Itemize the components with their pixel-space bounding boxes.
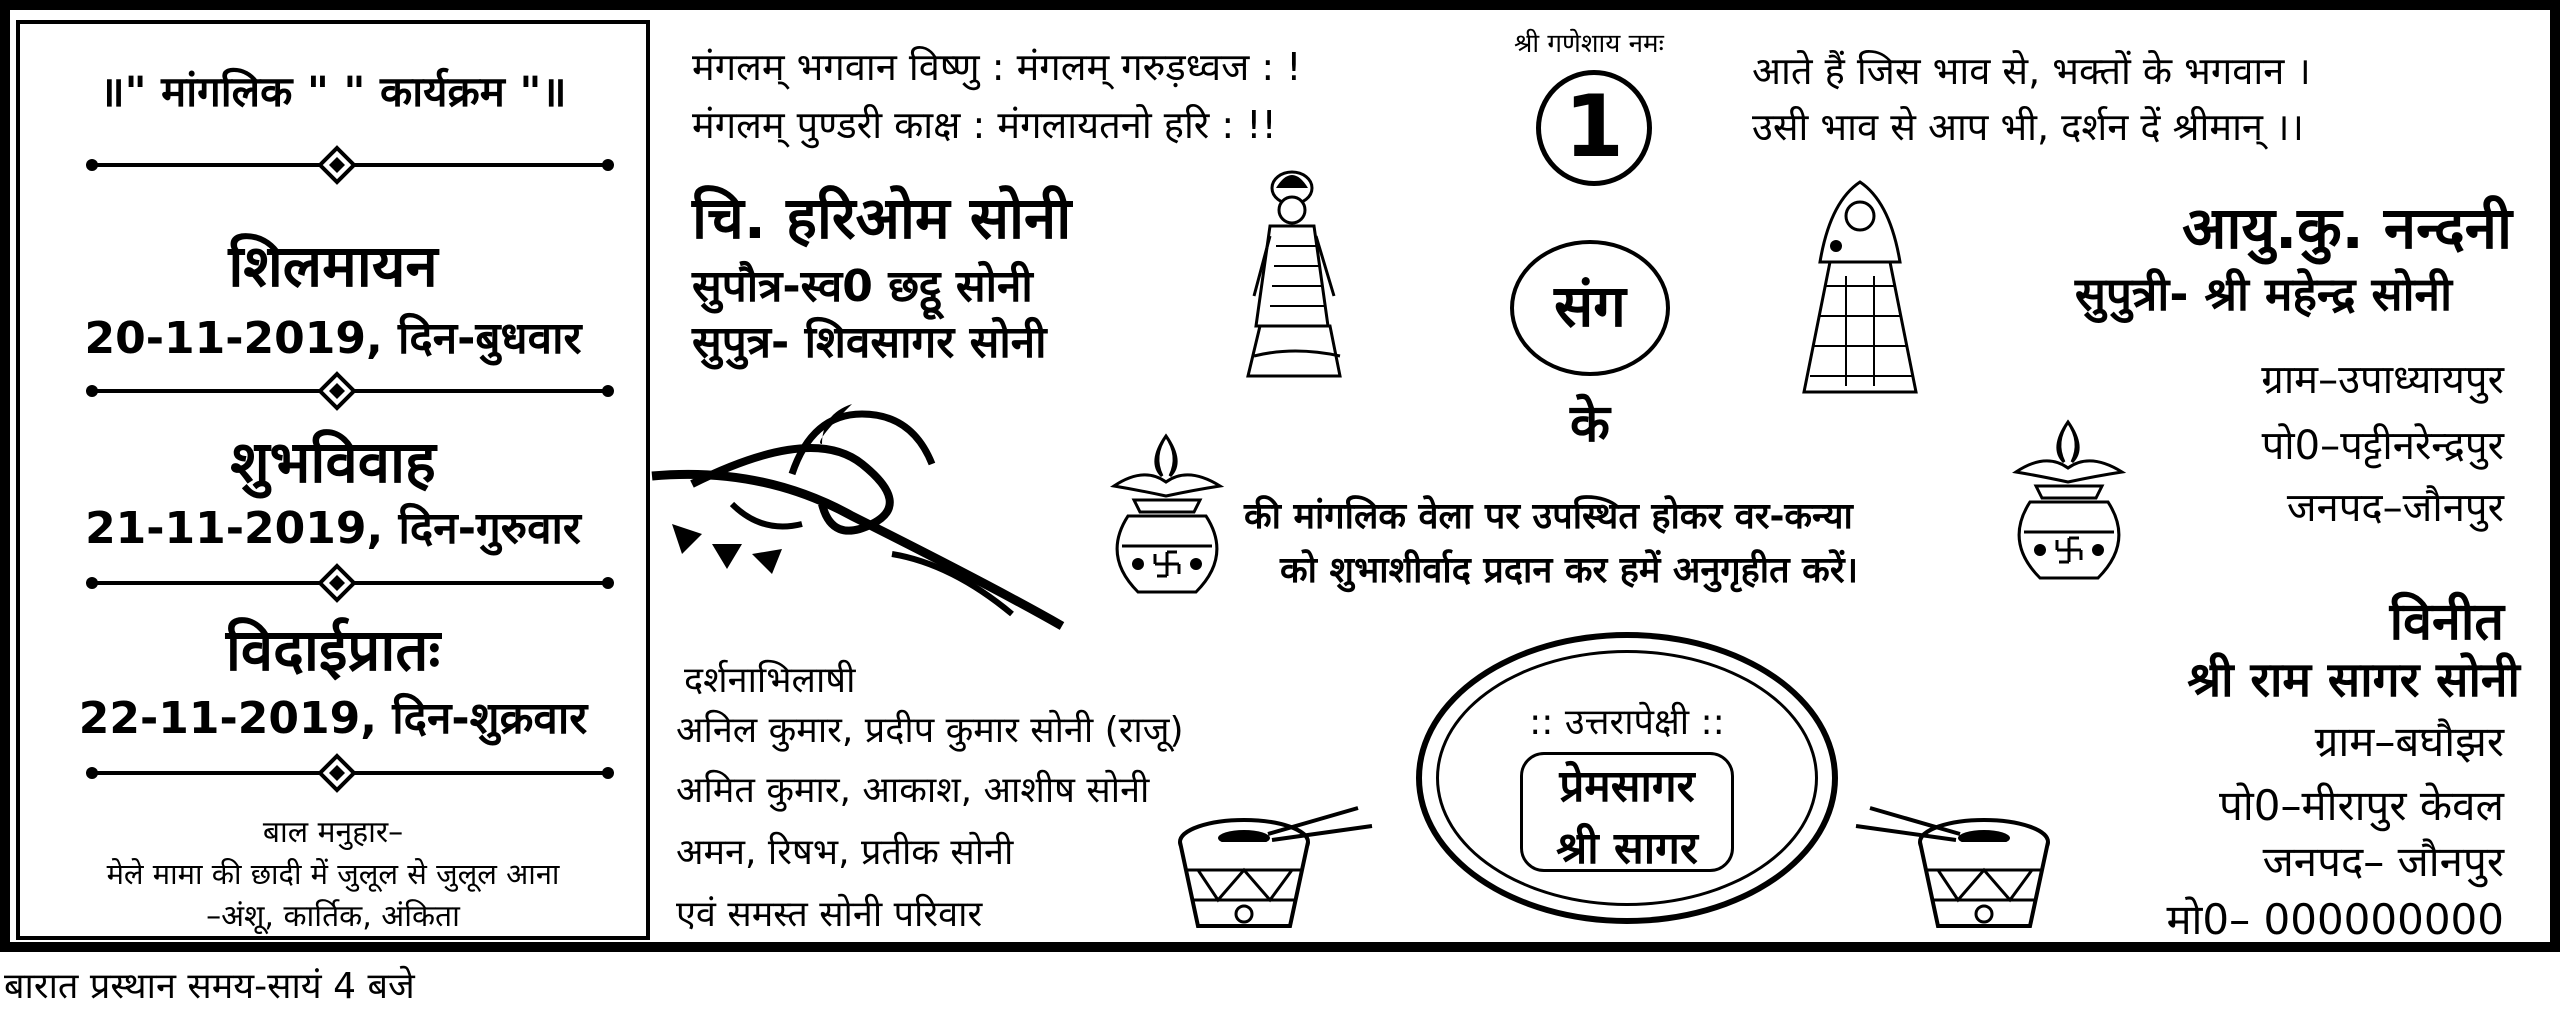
ornament-divider [90, 760, 610, 786]
vinit-address-1: ग्राम–बघौझर [2314, 717, 2504, 766]
event-name-1: शिलमायन [228, 232, 438, 300]
floral-swirl-icon [652, 404, 1082, 644]
dhol-icon [1840, 800, 2056, 940]
bal-manuhar-line: मेले मामा की छादी में जुलूल से जुलूल आना [106, 857, 560, 891]
ornament-divider [90, 378, 610, 404]
bride-name: आयु.कु. नन्दनी [2182, 194, 2512, 262]
program-title: ॥" मांगलिक " " कार्यक्रम "॥ [99, 67, 567, 116]
sang-text: संग [1554, 272, 1626, 340]
ornament-divider [90, 570, 610, 596]
bal-manuhar-heading: बाल मनुहार– [262, 815, 404, 850]
vinit-heading: विनीत [2389, 592, 2504, 652]
groom-line-2: सुपुत्र- शिवसागर सोनी [692, 317, 1047, 368]
uttar-name-2: श्री सागर [1556, 823, 1698, 874]
event-date-1: 20-11-2019, दिन-बुधवार [84, 313, 582, 364]
departure-note: बारात प्रस्थान समय-सायं 4 बजे [4, 966, 415, 1007]
ornament-divider [90, 152, 610, 178]
program-panel [16, 20, 650, 940]
shloka-left-2: मंगलम् पुण्डरी काक्ष : मंगलायतनो हरि : !! [692, 103, 1277, 147]
groom-line-1: सुपौत्र-स्व0 छट्ठू सोनी [692, 261, 1033, 312]
darshan-line-4: एवं समस्त सोनी परिवार [676, 894, 983, 935]
darshan-line-3: अमन, रिषभ, प्रतीक सोनी [676, 832, 1014, 873]
vinit-mobile: मो0– 000000000 [2166, 895, 2504, 944]
shloka-right-1: आते हैं जिस भाव से, भक्तों के भगवान । [1752, 49, 2311, 93]
ke-text: के [1570, 394, 1610, 454]
bride-figure-icon [1796, 176, 1926, 406]
bal-manuhar-names: –अंशू, कार्तिक, अंकिता [206, 899, 460, 934]
event-name-2: शुभविवाह [230, 428, 436, 496]
uttar-name-1: प्रेमसागर [1559, 761, 1695, 812]
bride-address-2: पो0–पट्टीनरेन्द्रपुर [2261, 423, 2504, 469]
number-badge: 1 [1536, 70, 1652, 186]
darshan-line-2: अमित कुमार, आकाश, आशीष सोनी [676, 770, 1150, 811]
invitation-line-2: को शुभाशीर्वाद प्रदान कर हमें अनुगृहीत करें। [1280, 550, 1859, 591]
dhol-icon [1172, 800, 1388, 940]
bride-address-3: जनपद–जौनपुर [2286, 485, 2504, 531]
uttar-heading: :: उत्तरापेक्षी :: [1529, 702, 1725, 743]
groom-name: चि. हरिओम सोनी [692, 184, 1072, 252]
groom-figure-icon [1240, 166, 1350, 396]
bride-address-1: ग्राम–उपाध्यायपुर [2261, 357, 2504, 403]
event-date-2: 21-11-2019, दिन-गुरुवार [85, 503, 581, 554]
darshan-line-1: अनिल कुमार, प्रदीप कुमार सोनी (राजू) [676, 710, 1184, 751]
invitation-line-1: की मांगलिक वेला पर उपस्थित होकर वर-कन्या [1244, 496, 1853, 537]
kalash-icon [1104, 432, 1230, 602]
shloka-right-2: उसी भाव से आप भी, दर्शन दें श्रीमान् ।। [1752, 105, 2304, 149]
bride-line-1: सुपुत्री- श्री महेन्द्र सोनी [2074, 267, 2452, 321]
vinit-address-2: पो0–मीरापुर केवल [2219, 781, 2504, 830]
darshan-heading: दर्शनाभिलाषी [684, 660, 856, 701]
event-date-3: 22-11-2019, दिन-शुक्रवार [78, 693, 588, 744]
vinit-name: श्री राम सागर सोनी [2187, 652, 2520, 708]
event-name-3: विदाईप्रातः [225, 616, 441, 684]
kalash-icon [2006, 418, 2132, 588]
vinit-address-3: जनपद– जौनपुर [2262, 837, 2504, 886]
ganesh-vandana: श्री गणेशाय नमः [1514, 29, 1664, 59]
shloka-left-1: मंगलम् भगवान विष्णु : मंगलम् गरुड़ध्वज : ! [692, 45, 1302, 89]
